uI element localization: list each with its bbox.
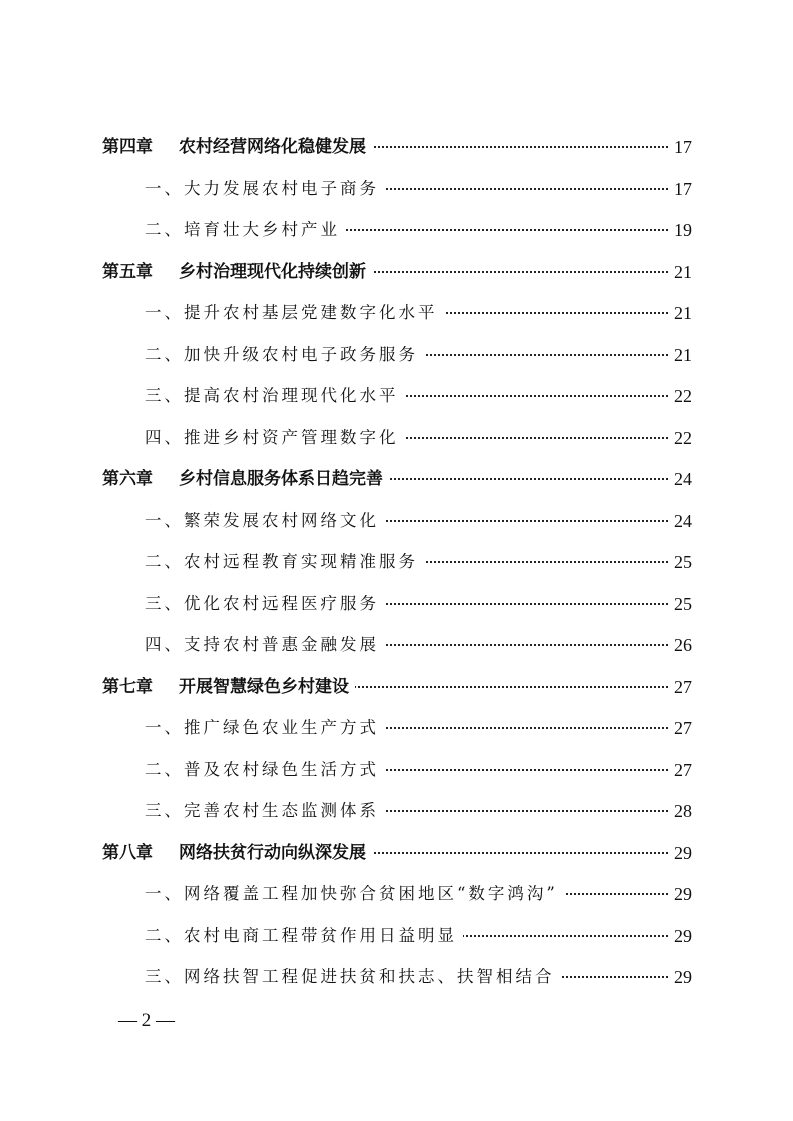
toc-page-number: 19 bbox=[668, 215, 692, 245]
toc-page-number: 22 bbox=[668, 423, 692, 453]
chapter-number: 第五章 bbox=[102, 261, 153, 282]
chapter-title: 开展智慧绿色乡村建设 bbox=[179, 676, 349, 697]
toc-page-number: 29 bbox=[668, 838, 692, 868]
toc-chapter-entry[interactable] bbox=[0, 257, 793, 287]
toc-section-entry[interactable] bbox=[0, 755, 793, 785]
toc-section-entry[interactable] bbox=[0, 298, 793, 328]
chapter-heading bbox=[102, 838, 372, 868]
toc-page-number: 24 bbox=[668, 464, 692, 494]
toc-page-number: 21 bbox=[668, 298, 692, 328]
toc-section-entry[interactable] bbox=[0, 921, 793, 951]
chapter-title: 农村经营网络化稳健发展 bbox=[179, 137, 366, 157]
chapter-title: 乡村信息服务体系日趋完善 bbox=[179, 469, 383, 489]
toc-section-entry[interactable] bbox=[0, 547, 793, 577]
toc-section-entry[interactable] bbox=[0, 506, 793, 536]
toc-page-number: 22 bbox=[668, 381, 692, 411]
toc-section-entry[interactable] bbox=[0, 215, 793, 245]
toc-page-number: 26 bbox=[668, 630, 692, 660]
section-title: 二、农村电商工程带贫作用日益明显 bbox=[145, 921, 463, 951]
toc-section-entry[interactable] bbox=[0, 879, 793, 909]
toc-page-number: 27 bbox=[668, 755, 692, 785]
toc-section-entry[interactable] bbox=[0, 174, 793, 204]
chapter-title: 网络扶贫行动向纵深发展 bbox=[179, 842, 366, 863]
toc-page-number: 29 bbox=[668, 962, 692, 992]
toc-page-number: 21 bbox=[668, 340, 692, 370]
toc-section-entry[interactable] bbox=[0, 962, 793, 992]
toc-section-entry[interactable] bbox=[0, 630, 793, 660]
chapter-heading bbox=[102, 257, 372, 287]
chapter-heading bbox=[102, 672, 355, 702]
toc-page-number: 27 bbox=[668, 713, 692, 743]
chapter-number: 第八章 bbox=[102, 842, 153, 863]
toc-chapter-entry[interactable] bbox=[0, 672, 793, 702]
toc-chapter-entry[interactable] bbox=[0, 464, 793, 494]
section-title: 二、加快升级农村电子政务服务 bbox=[145, 340, 424, 370]
chapter-title: 乡村治理现代化持续创新 bbox=[179, 261, 366, 282]
section-title: 一、提升农村基层党建数字化水平 bbox=[145, 298, 444, 328]
chapter-heading bbox=[102, 464, 389, 494]
section-title: 三、完善农村生态监测体系 bbox=[145, 796, 385, 826]
toc-section-entry[interactable] bbox=[0, 713, 793, 743]
section-title: 四、支持农村普惠金融发展 bbox=[145, 630, 385, 660]
toc-chapter-entry[interactable] bbox=[0, 132, 793, 162]
section-title: 二、普及农村绿色生活方式 bbox=[145, 755, 385, 785]
toc-page-number: 24 bbox=[668, 506, 692, 536]
toc-page-number: 27 bbox=[668, 672, 692, 702]
chapter-number: 第七章 bbox=[102, 676, 153, 697]
chapter-number: 第四章 bbox=[102, 137, 153, 157]
section-title: 三、提高农村治理现代化水平 bbox=[145, 381, 405, 411]
toc-section-entry[interactable] bbox=[0, 423, 793, 453]
chapter-number: 第六章 bbox=[102, 469, 153, 489]
toc-page-number: 28 bbox=[668, 796, 692, 826]
section-title: 一、推广绿色农业生产方式 bbox=[145, 713, 385, 743]
toc-page-number: 21 bbox=[668, 257, 692, 287]
toc-page-number: 17 bbox=[668, 174, 692, 204]
toc-chapter-entry[interactable] bbox=[0, 838, 793, 868]
section-title: 一、繁荣发展农村网络文化 bbox=[145, 506, 385, 536]
section-title: 二、培育壮大乡村产业 bbox=[145, 215, 346, 245]
section-title: 二、农村远程教育实现精准服务 bbox=[145, 547, 424, 577]
section-title: 一、网络覆盖工程加快弥合贫困地区“数字鸿沟” bbox=[145, 879, 564, 909]
toc-page-number: 25 bbox=[668, 547, 692, 577]
toc-section-entry[interactable] bbox=[0, 340, 793, 370]
toc-section-entry[interactable] bbox=[0, 381, 793, 411]
toc-section-entry[interactable] bbox=[0, 589, 793, 619]
page-number: — 2 — bbox=[118, 1010, 175, 1031]
section-title: 三、网络扶智工程促进扶贫和扶志、扶智相结合 bbox=[145, 962, 561, 992]
chapter-heading bbox=[102, 132, 372, 162]
toc-section-entry[interactable] bbox=[0, 796, 793, 826]
toc-page-number: 29 bbox=[668, 921, 692, 951]
toc-page-number: 17 bbox=[668, 132, 692, 162]
section-title: 四、推进乡村资产管理数字化 bbox=[145, 423, 405, 453]
toc-page-number: 29 bbox=[668, 879, 692, 909]
section-title: 一、大力发展农村电子商务 bbox=[145, 174, 385, 204]
toc-page-number: 25 bbox=[668, 589, 692, 619]
section-title: 三、优化农村远程医疗服务 bbox=[145, 589, 385, 619]
